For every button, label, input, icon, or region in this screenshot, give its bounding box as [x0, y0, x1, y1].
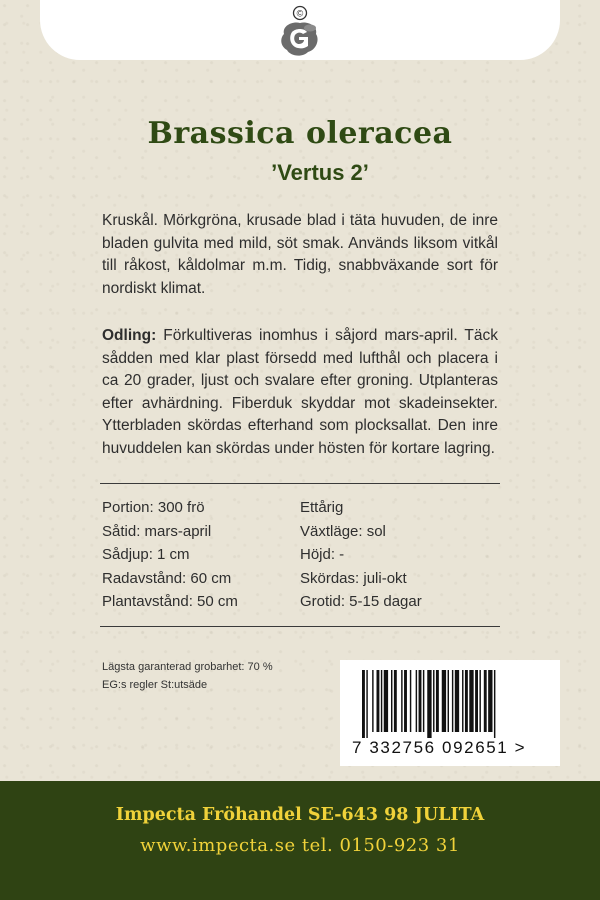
barcode-bar	[419, 670, 422, 732]
barcode	[340, 660, 560, 766]
barcode-bar	[442, 670, 446, 732]
fact-harvest: Skördas: juli-okt	[300, 569, 407, 587]
barcode-bar	[436, 670, 439, 732]
facts-left-column	[102, 496, 238, 614]
barcode-bar	[455, 670, 459, 732]
barcode-bar	[416, 670, 417, 732]
fact-germination-time: Grotid: 5-15 dagar	[300, 593, 422, 610]
barcode-bar	[465, 670, 468, 732]
facts-right-column	[300, 496, 422, 614]
barcode-bar	[448, 670, 449, 732]
company-address: Impecta Fröhandel SE-643 98 JULITA	[115, 805, 485, 825]
barcode-bar	[384, 670, 388, 732]
company-contact: www.impecta.se tel. 0150-923 31	[140, 835, 460, 856]
fact-plant-spacing: Plantavstånd: 50 cm	[102, 593, 238, 610]
barcode-bar	[484, 670, 487, 732]
cultivation-text: Förkultiveras inomhus i såjord mars-april. Täck sådden med klar plast försedd med lufthål och placera i ca 20 grader, ljust och svalare efter groning. Utplanteras efter avhärdning. Fiberduk skyddar mot skadeinsekter. Ytterbladen skördas efterhand som plocksallat. Den inre huvuddelen kan skördas under hösten för kortare lagring.	[102, 327, 498, 457]
copyright-symbol: ©	[296, 8, 304, 19]
germination-guarantee: Lägsta garanterad grobarhet: 70 %	[102, 661, 273, 673]
fact-location: Växtläge: sol	[300, 522, 386, 540]
barcode-bar	[488, 670, 492, 732]
barcode-bar	[423, 670, 424, 732]
fact-lifecycle: Ettårig	[300, 499, 344, 516]
divider-top	[100, 483, 500, 484]
barcode-bar	[401, 670, 402, 732]
barcode-bar	[391, 670, 392, 732]
barcode-bar	[433, 670, 434, 732]
barcode-bar	[381, 670, 382, 732]
barcode-bar	[462, 670, 463, 732]
barcode-bar	[410, 670, 411, 732]
barcode-bar	[377, 670, 380, 732]
barcode-bar	[366, 670, 367, 738]
barcode-bars	[362, 670, 538, 738]
fact-portion: Portion: 300 frö	[102, 499, 205, 516]
fact-height: Höjd: -	[300, 546, 345, 563]
impecta-logo-icon	[276, 4, 326, 60]
barcode-bar	[372, 670, 373, 732]
divider-bottom	[100, 626, 500, 627]
barcode-bar	[394, 670, 397, 732]
barcode-bar	[427, 670, 431, 738]
barcode-bar	[494, 670, 495, 738]
cultivation-label: Odling:	[102, 327, 157, 344]
barcode-bar	[404, 670, 407, 732]
variety-name: ’Vertus 2’	[271, 160, 369, 185]
cultivation-instructions	[102, 325, 498, 460]
barcode-bar	[469, 670, 473, 732]
product-description: Kruskål. Mörkgröna, krusade blad i täta huvuden, de inre bladen gulvita med mild, söt smak. Används liksom vitkål till råkost, kåldolmar m.m. Tidig, snabbväxande sort för nordiskt klimat.	[102, 212, 498, 297]
fact-sowing-time: Såtid: mars-april	[102, 522, 212, 540]
barcode-number: 7 332756 092651 >	[352, 738, 527, 757]
barcode-bar	[452, 670, 453, 732]
regulation-note: EG:s regler St:utsäde	[102, 679, 208, 691]
barcode-bar	[362, 670, 365, 738]
footer-banner	[0, 781, 600, 900]
barcode-bar	[475, 670, 478, 732]
fact-row-spacing: Radavstånd: 60 cm	[102, 569, 232, 587]
barcode-bar	[479, 670, 480, 732]
product-title: Brassica oleracea	[147, 116, 453, 151]
fact-sowing-depth: Sådjup: 1 cm	[102, 546, 190, 563]
